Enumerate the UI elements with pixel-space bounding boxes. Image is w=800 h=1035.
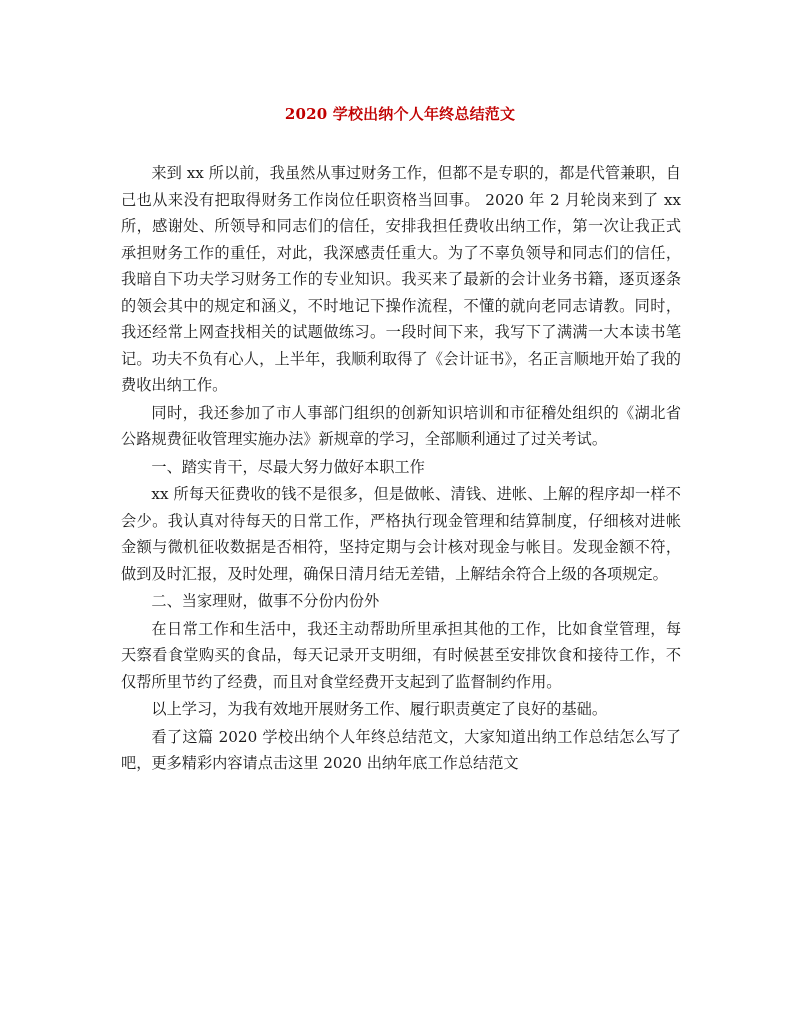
section-heading-1: 一、踏实肯干，尽最大努力做好本职工作	[151, 457, 425, 476]
paragraph-intro: 来到 xx 所以前，我虽然从事过财务工作，但都不是专职的，都是代管兼职，自己也从来没有把取得财务工作岗位任职资格当回事。 2020 年 2 月轮岗来到了 xx 所，感谢处、所领导和同志们的信任，安排我担任费收出纳工作，第一次让我正式承担财务工作的重任，对此，我深感责任重大。为了不辜负领导和同志们的信任，我暗自下功夫学习财务工作的专业知识。我买来了最新的会计业务书籍，逐页逐条的领会其中的规定和涵义，不时地记下操作流程，不懂的就向老同志请教。同时，我还经常上网查找相关的试题做练习。一段时间下来，我写下了满满一大本读书笔记。功夫不负有心人，上半年，我顺利取得了《会计证书》，名正言顺地开始了我的费收出纳工作。	[121, 164, 681, 394]
paragraph-summary: 以上学习，为我有效地开展财务工作、履行职责奠定了良好的基础。	[151, 700, 608, 718]
paragraph-daily-work: xx 所每天征费收的钱不是很多，但是做帐、清钱、进帐、上解的程序却一样不会少。我认真对待每天的日常工作，严格执行现金管理和结算制度，仔细核对进帐金额与微机征收数据是否相符，坚持定期与会计核对现金与帐目。发现金额不符，做到及时汇报，及时处理，确保日清月结无差错，上解结余符合上级的各项规定。	[121, 485, 681, 583]
document-title: 2020 学校出纳个人年终总结范文	[284, 105, 516, 123]
paragraph-canteen: 在日常工作和生活中，我还主动帮助所里承担其他的工作，比如食堂管理，每天察看食堂购买的食品，每天记录开支明细，有时候甚至安排饮食和接待工作，不仅帮所里节约了经费，而且对食堂经费开支起到了监督制约作用。	[121, 619, 681, 691]
paragraph-training: 同时，我还参加了市人事部门组织的创新知识培训和市征稽处组织的《湖北省公路规费征收管理实施办法》新规章的学习，全部顺利通过了过关考试。	[121, 403, 681, 448]
paragraph-closing-link: 看了这篇 2020 学校出纳个人年终总结范文，大家知道出纳工作总结怎么写了吧，更多精彩内容请点击这里 2020 出纳年底工作总结范文	[121, 727, 681, 772]
document-body	[121, 160, 681, 777]
section-heading-2: 二、当家理财，做事不分份内份外	[151, 592, 380, 610]
